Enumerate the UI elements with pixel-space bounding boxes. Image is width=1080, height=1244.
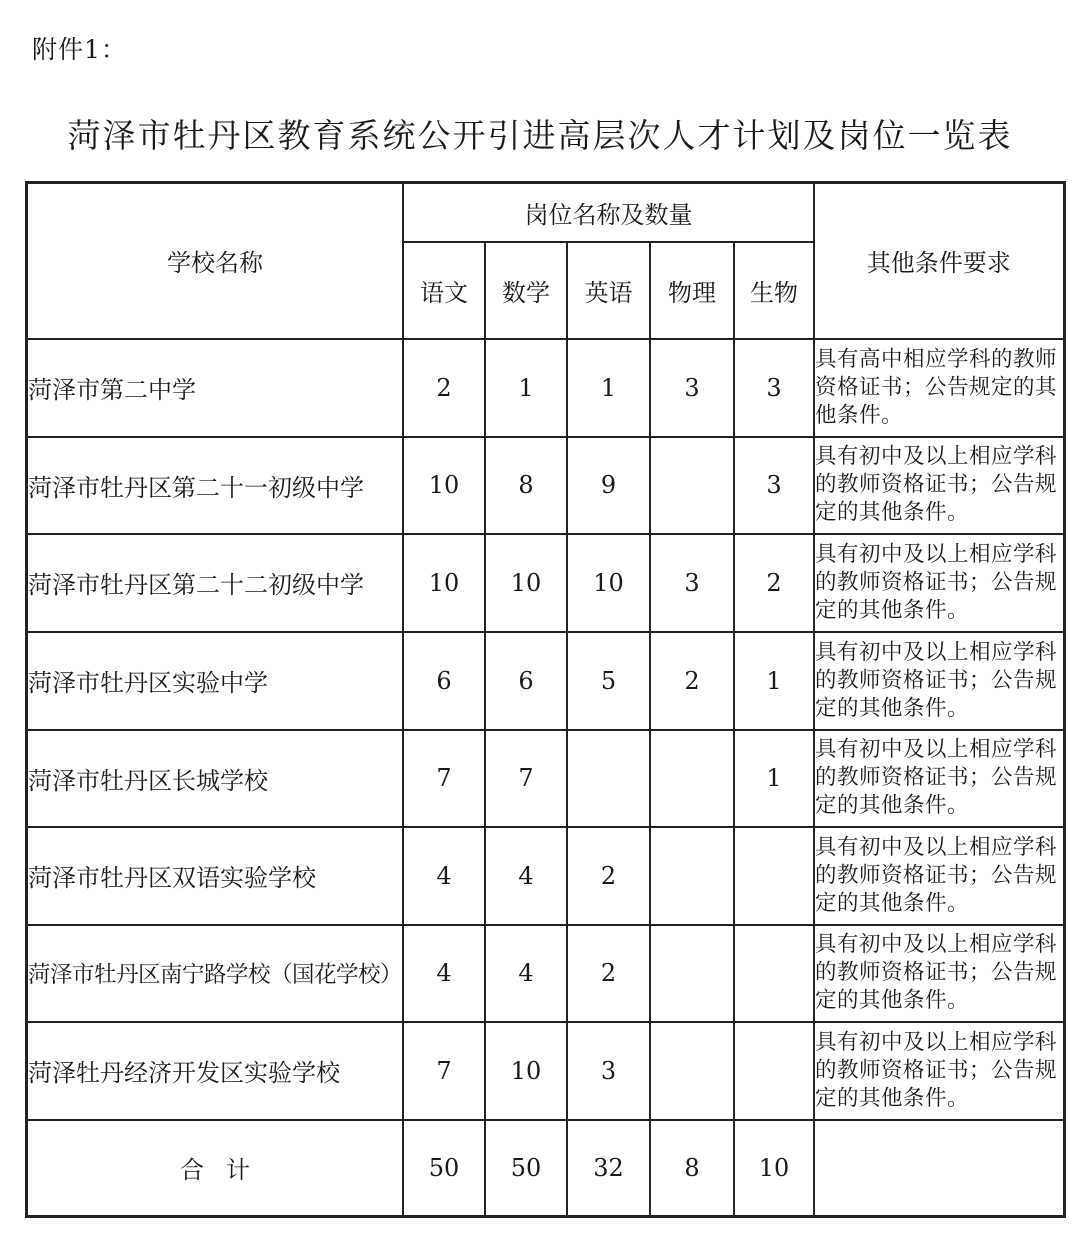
school-name: 菏泽市牡丹区双语实验学校 bbox=[27, 827, 404, 925]
count-biology: 1 bbox=[734, 730, 814, 827]
requirement-text: 具有初中及以上相应学科的教师资格证书；公告规定的其他条件。 bbox=[814, 1022, 1064, 1120]
school-name: 菏泽牡丹经济开发区实验学校 bbox=[27, 1022, 404, 1120]
header-subject-english: 英语 bbox=[567, 242, 650, 339]
total-label: 合计 bbox=[180, 1156, 272, 1185]
count-chinese: 4 bbox=[403, 925, 485, 1022]
count-math: 1 bbox=[485, 339, 567, 437]
count-biology: 3 bbox=[734, 339, 814, 437]
count-math: 8 bbox=[485, 437, 567, 534]
count-physics bbox=[650, 925, 734, 1022]
table-row bbox=[27, 632, 1065, 730]
requirement-text: 具有初中及以上相应学科的教师资格证书；公告规定的其他条件。 bbox=[814, 730, 1064, 827]
total-english: 32 bbox=[567, 1120, 650, 1217]
count-chinese: 6 bbox=[403, 632, 485, 730]
total-math: 50 bbox=[485, 1120, 567, 1217]
count-english bbox=[567, 730, 650, 827]
requirement-text: 具有高中相应学科的教师资格证书；公告规定的其他条件。 bbox=[814, 339, 1064, 437]
table-row bbox=[27, 1022, 1065, 1120]
requirement-text: 具有初中及以上相应学科的教师资格证书；公告规定的其他条件。 bbox=[814, 925, 1064, 1022]
count-math: 10 bbox=[485, 1022, 567, 1120]
count-biology bbox=[734, 1022, 814, 1120]
count-english: 2 bbox=[567, 925, 650, 1022]
count-english: 5 bbox=[567, 632, 650, 730]
count-physics bbox=[650, 1022, 734, 1120]
page-title: 菏泽市牡丹区教育系统公开引进高层次人才计划及岗位一览表 bbox=[67, 116, 1013, 155]
count-math: 10 bbox=[485, 534, 567, 632]
count-math: 7 bbox=[485, 730, 567, 827]
header-row-top bbox=[27, 183, 1065, 242]
total-biology: 10 bbox=[734, 1120, 814, 1217]
table-row bbox=[27, 437, 1065, 534]
count-physics bbox=[650, 730, 734, 827]
count-biology: 2 bbox=[734, 534, 814, 632]
table-row bbox=[27, 730, 1065, 827]
count-physics bbox=[650, 827, 734, 925]
school-name: 菏泽市牡丹区长城学校 bbox=[27, 730, 404, 827]
school-name: 菏泽市牡丹区南宁路学校（国花学校） bbox=[27, 925, 404, 1022]
requirement-text: 具有初中及以上相应学科的教师资格证书；公告规定的其他条件。 bbox=[814, 534, 1064, 632]
header-subject-biology: 生物 bbox=[734, 242, 814, 339]
table-row bbox=[27, 534, 1065, 632]
count-physics: 2 bbox=[650, 632, 734, 730]
count-chinese: 4 bbox=[403, 827, 485, 925]
table-row bbox=[27, 827, 1065, 925]
total-requirement bbox=[814, 1120, 1064, 1217]
total-row bbox=[27, 1120, 1065, 1217]
count-chinese: 2 bbox=[403, 339, 485, 437]
count-chinese: 10 bbox=[403, 437, 485, 534]
requirement-text: 具有初中及以上相应学科的教师资格证书；公告规定的其他条件。 bbox=[814, 437, 1064, 534]
count-english: 10 bbox=[567, 534, 650, 632]
header-school: 学校名称 bbox=[27, 183, 404, 339]
total-label-cell bbox=[27, 1120, 404, 1217]
count-physics: 3 bbox=[650, 534, 734, 632]
count-chinese: 7 bbox=[403, 1022, 485, 1120]
count-math: 4 bbox=[485, 827, 567, 925]
count-english: 1 bbox=[567, 339, 650, 437]
count-math: 6 bbox=[485, 632, 567, 730]
total-chinese: 50 bbox=[403, 1120, 485, 1217]
count-english: 2 bbox=[567, 827, 650, 925]
header-positions-group: 岗位名称及数量 bbox=[403, 183, 814, 242]
header-subject-math: 数学 bbox=[485, 242, 567, 339]
count-english: 3 bbox=[567, 1022, 650, 1120]
total-physics: 8 bbox=[650, 1120, 734, 1217]
count-biology bbox=[734, 827, 814, 925]
count-chinese: 10 bbox=[403, 534, 485, 632]
count-biology: 3 bbox=[734, 437, 814, 534]
school-name: 菏泽市牡丹区第二十一初级中学 bbox=[27, 437, 404, 534]
requirement-text: 具有初中及以上相应学科的教师资格证书；公告规定的其他条件。 bbox=[814, 827, 1064, 925]
header-subject-chinese: 语文 bbox=[403, 242, 485, 339]
table-row bbox=[27, 339, 1065, 437]
count-math: 4 bbox=[485, 925, 567, 1022]
school-name: 菏泽市第二中学 bbox=[27, 339, 404, 437]
header-requirements: 其他条件要求 bbox=[814, 183, 1064, 339]
header-subject-physics: 物理 bbox=[650, 242, 734, 339]
count-physics: 3 bbox=[650, 339, 734, 437]
count-chinese: 7 bbox=[403, 730, 485, 827]
count-physics bbox=[650, 437, 734, 534]
requirement-text: 具有初中及以上相应学科的教师资格证书；公告规定的其他条件。 bbox=[814, 632, 1064, 730]
school-name: 菏泽市牡丹区实验中学 bbox=[27, 632, 404, 730]
table-row bbox=[27, 925, 1065, 1022]
positions-table bbox=[25, 181, 1066, 1218]
school-name: 菏泽市牡丹区第二十二初级中学 bbox=[27, 534, 404, 632]
count-biology: 1 bbox=[734, 632, 814, 730]
count-biology bbox=[734, 925, 814, 1022]
attachment-label: 附件1： bbox=[32, 35, 127, 64]
count-english: 9 bbox=[567, 437, 650, 534]
